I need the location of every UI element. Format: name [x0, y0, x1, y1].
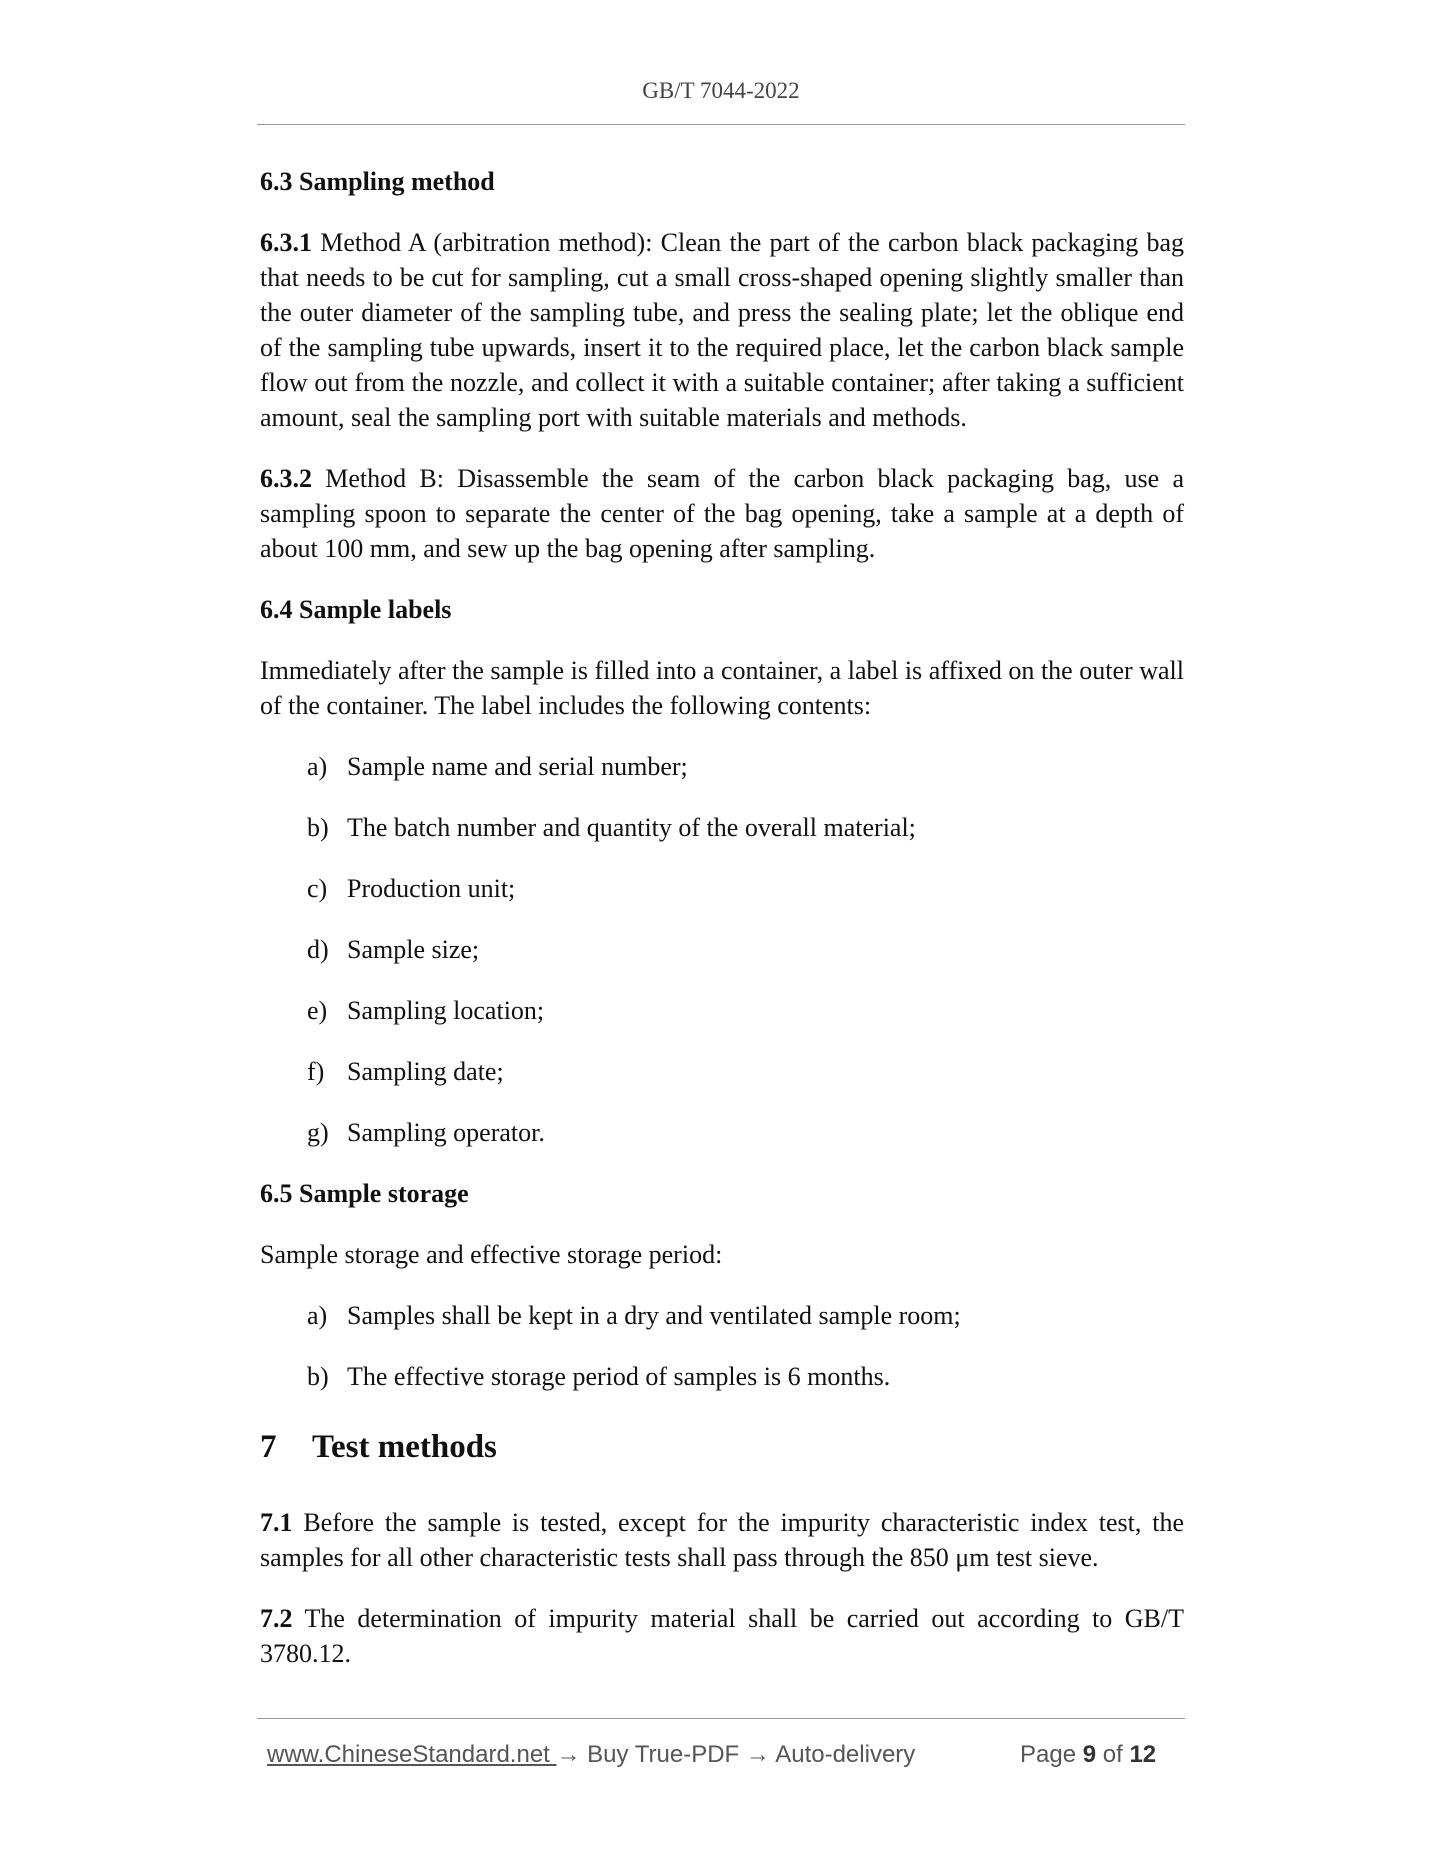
chapter-number: 7: [260, 1429, 277, 1465]
list-item-text: Sample name and serial number;: [347, 752, 688, 781]
clause-text: Method B: Disassemble the seam of the carbon black packaging bag, use a sampling spoon to separate the center of the bag opening, take a sample at a depth of about 100 mm, and sew up the bag opening after sampling.: [260, 464, 1184, 563]
list-item-text: The batch number and quantity of the overall material;: [347, 813, 916, 842]
list-item-text: Production unit;: [347, 874, 516, 903]
list-marker: b): [307, 813, 329, 842]
list-item-text: Sampling date;: [347, 1057, 504, 1086]
page-indicator: [1020, 1741, 1156, 1769]
list-item: [260, 749, 1184, 784]
website-link[interactable]: www.ChineseStandard.net: [267, 1741, 557, 1768]
header-rule: [257, 124, 1185, 125]
list-item-text: Sample size;: [347, 935, 480, 964]
para-6-4-intro: Immediately after the sample is filled into a container, a label is affixed on the outer wall of the container. The label includes the following contents:: [260, 656, 1184, 720]
clause-number: 6.3.1: [260, 228, 312, 257]
para-6-3-1: [260, 225, 1184, 435]
list-item-text: Samples shall be kept in a dry and ventilated sample room;: [347, 1301, 961, 1330]
list-marker: b): [307, 1362, 329, 1391]
para-7-2: [260, 1601, 1184, 1671]
clause-text: Method A (arbitration method): Clean the part of the carbon black packaging bag that needs to be cut for sampling, cut a small cross-shaped opening slightly smaller than the outer diameter of the sampling tube, and press the sealing plate; let the oblique end of the sampling tube upwards, insert it to the required place, let the carbon black sample flow out from the nozzle, and collect it with a suitable container; after taking a sufficient amount, seal the sampling port with suitable materials and methods.: [260, 228, 1184, 432]
clause-number: 7.2: [260, 1604, 293, 1633]
list-item: [260, 932, 1184, 967]
list-item: [260, 1298, 1184, 1333]
document-body: [260, 164, 1184, 1671]
clause-text: The determination of impurity material shall be carried out according to GB/T 3780.12.: [260, 1604, 1184, 1668]
label-contents-list: [260, 749, 1184, 1150]
list-item-text: Sampling operator.: [347, 1118, 545, 1147]
list-marker: d): [307, 935, 329, 964]
footer-links: [267, 1741, 915, 1769]
heading-6-4: 6.4 Sample labels: [260, 595, 452, 624]
clause-text: Before the sample is tested, except for the impurity characteristic index test, the samples for all other characteristic tests shall pass through the 850 μm test sieve.: [260, 1508, 1184, 1572]
list-marker: f): [307, 1057, 325, 1086]
list-marker: e): [307, 996, 328, 1025]
list-item: [260, 1054, 1184, 1089]
clause-number: 7.1: [260, 1508, 293, 1537]
list-item: [260, 871, 1184, 906]
of-label: of: [1102, 1741, 1123, 1768]
heading-6-5: 6.5 Sample storage: [260, 1179, 469, 1208]
heading-6-3: 6.3 Sampling method: [260, 167, 495, 196]
list-item-text: The effective storage period of samples is 6 months.: [347, 1362, 891, 1391]
list-marker: a): [307, 752, 328, 781]
list-item: [260, 1115, 1184, 1150]
header-standard-number: GB/T 7044-2022: [642, 78, 800, 103]
list-marker: c): [307, 874, 328, 903]
para-6-5-intro: Sample storage and effective storage period:: [260, 1240, 723, 1269]
para-7-1: [260, 1505, 1184, 1575]
list-item-text: Sampling location;: [347, 996, 545, 1025]
list-marker: g): [307, 1118, 329, 1147]
heading-7: [260, 1430, 1184, 1465]
page-label: Page: [1020, 1741, 1077, 1768]
list-item: [260, 810, 1184, 845]
footer-nav-text: → Buy True-PDF → Auto-delivery: [556, 1741, 916, 1768]
list-item: [260, 993, 1184, 1028]
list-item: [260, 1359, 1184, 1394]
list-marker: a): [307, 1301, 328, 1330]
current-page: 9: [1082, 1741, 1097, 1768]
storage-list: [260, 1298, 1184, 1394]
footer-rule: [257, 1718, 1185, 1719]
total-pages: 12: [1129, 1741, 1157, 1768]
chapter-title: Test methods: [312, 1429, 497, 1465]
clause-number: 6.3.2: [260, 464, 312, 493]
para-6-3-2: [260, 461, 1184, 566]
